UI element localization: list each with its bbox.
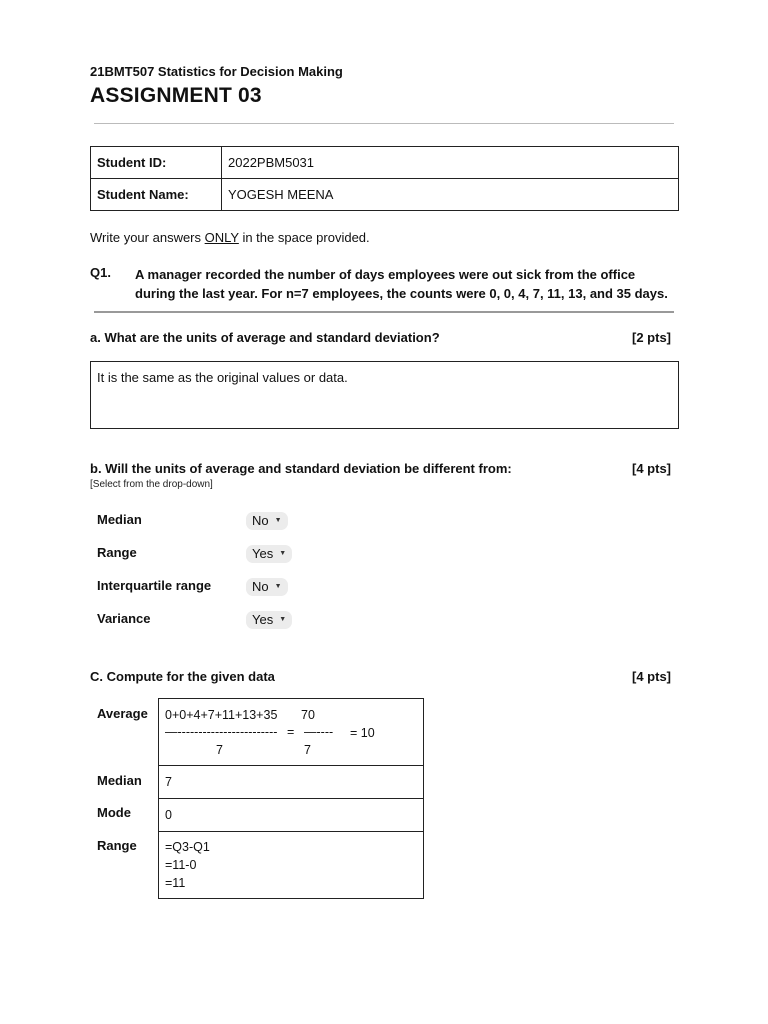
dropdown-iqr-value: No: [252, 579, 269, 594]
instructions-before: Write your answers: [90, 230, 205, 245]
average-label: Average: [97, 706, 148, 721]
range-label: Range: [97, 838, 137, 853]
range-line-2: =11-0: [165, 858, 197, 872]
average-fraction-line-2: —----: [304, 725, 334, 739]
average-denominator: 7: [216, 743, 223, 757]
header-divider: [94, 123, 674, 124]
instructions-emphasis: ONLY: [204, 230, 239, 245]
part-c-points: [4 pts]: [632, 669, 671, 684]
part-b-points: [4 pts]: [632, 461, 671, 476]
average-denominator-2: 7: [304, 743, 311, 757]
dropdown-variance[interactable]: [246, 611, 292, 629]
question-number: Q1.: [90, 265, 111, 280]
dropdown-label-range: Range: [97, 545, 137, 560]
part-a-answer-text: It is the same as the original values or data.: [97, 370, 348, 385]
dropdown-label-variance: Variance: [97, 611, 151, 626]
instructions: [90, 230, 370, 245]
caret-down-icon: ▼: [279, 616, 287, 623]
median-label: Median: [97, 773, 142, 788]
average-equals: =: [287, 725, 295, 739]
part-a-question: a. What are the units of average and standard deviation?: [90, 330, 440, 345]
median-box[interactable]: [158, 765, 424, 799]
dropdown-median-value: No: [252, 513, 269, 528]
dropdown-range-value: Yes: [252, 546, 274, 561]
part-b-question: b. Will the units of average and standard deviation be different from:: [90, 461, 512, 476]
student-info-table: [90, 146, 679, 211]
mode-box[interactable]: [158, 798, 424, 832]
assignment-title: ASSIGNMENT 03: [90, 84, 262, 107]
question-text: [135, 265, 680, 303]
question-line-2: during the last year. For n=7 employees, the counts were 0, 0, 4, 7, 11, 13, and 35 days.: [135, 286, 668, 301]
mode-label: Mode: [97, 805, 131, 820]
part-a-points: [2 pts]: [632, 330, 671, 345]
average-numerator: 0+0+4+7+11+13+35: [165, 708, 278, 722]
caret-down-icon: ▼: [274, 517, 282, 524]
caret-down-icon: ▼: [274, 583, 282, 590]
instructions-after: in the space provided.: [238, 230, 370, 245]
student-name-label: Student Name:: [91, 179, 222, 211]
student-name-value[interactable]: YOGESH MEENA: [222, 179, 679, 211]
dropdown-label-median: Median: [97, 512, 142, 527]
dropdown-iqr[interactable]: [246, 578, 288, 596]
question-line-1: A manager recorded the number of days employees were out sick from the office: [135, 267, 636, 282]
mode-value: 0: [165, 808, 172, 822]
student-name-row: [91, 179, 679, 211]
median-value: 7: [165, 775, 172, 789]
course-title: 21BMT507 Statistics for Decision Making: [90, 64, 343, 79]
dropdown-label-iqr: Interquartile range: [97, 578, 212, 593]
dropdown-median[interactable]: [246, 512, 288, 530]
part-c-question: C. Compute for the given data: [90, 669, 275, 684]
average-fraction-line: —------------------------: [165, 725, 278, 739]
average-result: = 10: [350, 726, 375, 740]
student-id-value[interactable]: 2022PBM5031: [222, 147, 679, 179]
part-b-hint: [Select from the drop-down]: [90, 479, 213, 490]
question-divider: [94, 311, 674, 313]
average-sum: 70: [301, 708, 315, 722]
caret-down-icon: ▼: [279, 550, 287, 557]
dropdown-variance-value: Yes: [252, 612, 274, 627]
student-id-label: Student ID:: [91, 147, 222, 179]
student-id-row: [91, 147, 679, 179]
dropdown-range[interactable]: [246, 545, 292, 563]
range-line-3: =11: [165, 876, 186, 890]
range-line-1: =Q3-Q1: [165, 840, 210, 854]
